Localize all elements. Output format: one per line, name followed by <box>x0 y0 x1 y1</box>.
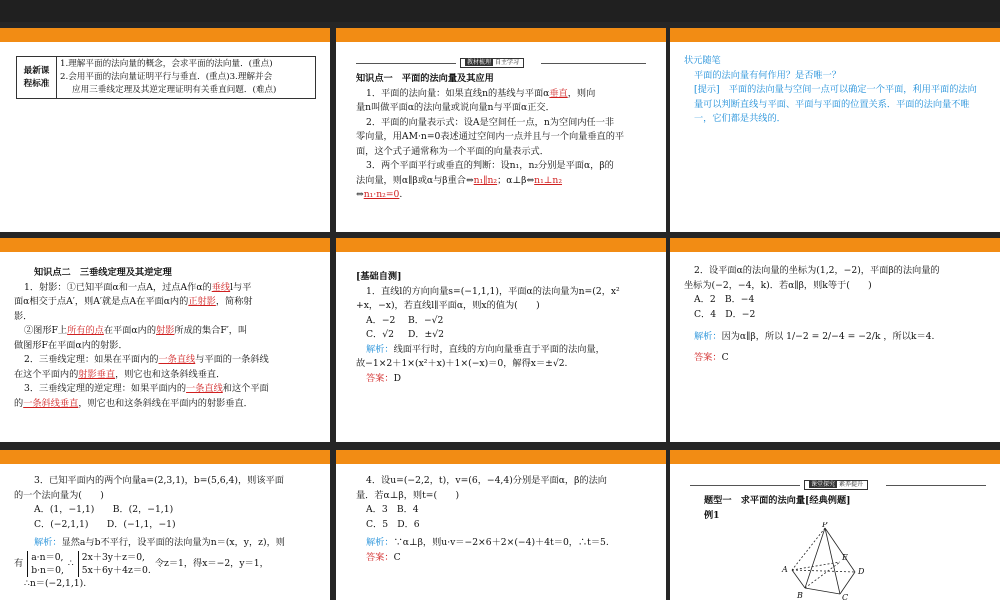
orange-band <box>670 28 1000 42</box>
standard-line-2: 2.会用平面的法向量证明平行与垂直．(重点)3.理解并会 <box>60 72 273 82</box>
edge-PD <box>825 528 855 572</box>
notes-title: 状元随笔 <box>684 55 721 66</box>
standard-line-1: 1.理解平面的法向量的概念，会求平面的法向量．(重点) <box>60 59 273 69</box>
knowledge-point-1: 知识点一 平面的法向量及其应用 1．平面的法向量：如果直线n的基线与平面α垂直，则向 量n叫做平面α的法向量或说向量n与平面α正交． 2．平面的向量表示式：设A是空间任一点，n为空间内任一非 零向量，用AM·n=0表述通过空间内一点并且与一个向量垂直的平 面，这个式子通常称为一个平面的向量表示式． 3．两个平面平行或垂直的判断：设n₁，n₂分别是平面α，β的 法向量，则α∥β或α与β重合⇔n₁∥n₂；α⊥β⇔n₁⊥n₂ ⇔n₁·n₂=0. <box>356 72 656 203</box>
orange-band <box>0 28 330 42</box>
answer-blank: n₁⊥n₂ <box>534 174 563 186</box>
question-4-block: 4．设u=(−2,2，t)，v=(6，−4,4)分别是平面α，β的法向 量．若α⊥β，则t=( ) A．3 B．4 C．5 D．6 解析：∵α⊥β，则u·v＝−2×6＋2×(−4)＋4t＝0，∴t＝5. 答案：C <box>356 474 656 565</box>
edge-AB <box>792 570 805 588</box>
point-label-A: A <box>782 565 788 574</box>
answer-blank: n₁∥n₂ <box>473 174 498 186</box>
slide-5[interactable] <box>336 238 666 442</box>
course-standard-content <box>57 57 316 99</box>
edge-PC <box>825 528 840 594</box>
edge-AD <box>792 570 855 572</box>
standard-line-3: 应用三垂线定理及其逆定理证明有关垂直问题．(难点) <box>72 85 277 95</box>
solution-label: 解析： <box>366 537 394 548</box>
question-2-block: 2．设平面α的法向量的坐标为(1,2，−2)，平面β的法向量的 坐标为(−2，−4，k)．若α∥β，则k等于( ) A．2 B．−4 C．4 D．−2 解析：因为α∥β，所以 1/−2 = 2/−4 = −2/k ，所以k＝4. 答案：C <box>684 264 989 365</box>
answer-blank: n₁·n₂=0 <box>363 189 400 200</box>
answer-blank: 射影垂直 <box>78 368 116 380</box>
example-label: 例1 <box>704 509 720 521</box>
section-badge: 课堂探究 素养提升 <box>804 480 868 490</box>
top-bar <box>0 0 1000 22</box>
question-2: 2．设平面α的法向量的坐标为(1,2，−2)，平面β的法向量的 <box>694 265 940 276</box>
answer-blank: 一条直线 <box>186 383 223 394</box>
answer-label: 答案： <box>366 372 394 384</box>
self-test-heading: [基础自测] <box>356 271 402 282</box>
answer-label: 答案： <box>366 551 394 563</box>
point-label-P: P <box>822 522 828 529</box>
point-label-B: B <box>797 591 803 600</box>
solution-label: 解析： <box>366 343 394 355</box>
answer-blank: 射影 <box>156 325 175 336</box>
slide-7[interactable] <box>0 450 330 600</box>
solution-label: 解析： <box>694 331 722 342</box>
knowledge-point-2: 知识点二 三垂线定理及其逆定理 1．射影：①已知平面α和一点A，过点A作α的垂线l与平 面α相交于点A′，则A′就是点A在平面α内的正射影，简称射 影． ②图形F上所有的点在平面α内的射影所成的集合F′，叫 做图形F在平面α内的射影． 2．三垂线定理：如果在平面内的一条直线与平面的一条斜线 在这个平面内的射影垂直，则它也和这条斜线垂直． 3．三垂线定理的逆定理：如果平面内的一条直线和这个平面 的一条斜线垂直，则它也和这条斜线在平面内的射影垂直． <box>14 266 319 411</box>
segment-BE <box>805 562 840 588</box>
answer-blank: 一条斜线垂直 <box>23 397 79 409</box>
answer-blank: 所有的点 <box>67 325 104 336</box>
question-1: 1．直线l的方向向量s=(−1,1,1)，平面α的法向量为n=(2，x² <box>366 285 620 297</box>
orange-band <box>0 238 330 252</box>
orange-band <box>336 28 666 42</box>
kp2-title: 知识点二 三垂线定理及其逆定理 <box>34 267 172 278</box>
orange-band <box>670 238 1000 252</box>
scholar-notes <box>684 54 984 127</box>
divider <box>541 63 646 64</box>
question-3: 3．已知平面内的两个向量a=(2,3,1)，b=(5,6,4)，则该平面 <box>34 475 284 486</box>
point-label-E: E <box>842 553 848 562</box>
orange-band <box>336 450 666 464</box>
edge-BC <box>805 588 840 594</box>
answer-blank: 垂直 <box>549 87 568 99</box>
basic-self-test: [基础自测] 1．直线l的方向向量s=(−1,1,1)，平面α的法向量为n=(2，x² +x，−x)，若直线l∥平面α，则x的值为( ) A．−2 B．−√2 C．√2 D．±√2 解析：线面平行时，直线的方向向量垂直于平面的法向量， 故−1×2＋1×(x²＋x)＋1×(−x)＝0，解得x＝±√2. 答案：D <box>356 270 656 386</box>
slide-9[interactable] <box>670 450 1000 600</box>
answer-blank: 垂线 <box>211 281 231 293</box>
course-standard-table <box>16 56 316 99</box>
course-standard-label: 最新课程标准 <box>17 57 57 99</box>
edge-PA <box>792 528 825 570</box>
point-label-D: D <box>858 567 865 576</box>
type-1-title: 题型一 求平面的法向量[经典例题] 例1 <box>704 494 984 523</box>
section-badge: 教材梳理 自主学习 <box>460 58 524 68</box>
answer-label: 答案： <box>694 351 722 363</box>
divider <box>690 485 800 486</box>
edge-CD <box>840 572 855 594</box>
pyramid-diagram <box>780 522 890 600</box>
slide-4[interactable] <box>0 238 330 442</box>
question-4: 4．设u=(−2,2，t)，v=(6，−4,4)分别是平面α，β的法向 <box>366 475 607 486</box>
answer-blank: 正射影 <box>188 296 216 307</box>
solution-label: 解析： <box>34 537 62 548</box>
orange-band <box>0 450 330 464</box>
notes-question: 平面的法向量有何作用？是否唯一？ <box>694 69 841 81</box>
edge-PB <box>805 528 825 588</box>
orange-band <box>336 238 666 252</box>
divider <box>886 485 986 486</box>
slide-2[interactable] <box>336 28 666 232</box>
slide-6[interactable] <box>670 238 1000 442</box>
slide-1[interactable] <box>0 28 330 232</box>
point-label-C: C <box>842 593 849 600</box>
notes-tip: [提示] 平面的法向量与空间一点可以确定一个平面，利用平面的法向量可以判断直线与平面、平面与平面的位置关系．平面的法向量不唯一，它们都是共线的． <box>694 84 977 124</box>
slide-8[interactable] <box>336 450 666 600</box>
question-3-block: 3．已知平面内的两个向量a=(2,3,1)，b=(5,6,4)，则该平面 的一个法向量为( ) A．(1，−1,1) B．(2，−1,1) C．(−2,1,1) D．(−1,1，−1) 解析：显然a与b不平行，设平面的法向量为n＝(x，y，z)，则 有 a·n＝0, b·n＝0, ∴ 2x＋3y＋z＝0, 5x＋6y＋4z＝0. 令z＝1，得x＝−2，y＝1， ∴n＝(−2,1,1). <box>14 474 319 591</box>
divider <box>356 63 456 64</box>
answer-blank: 一条直线 <box>158 354 196 365</box>
kp1-title: 知识点一 平面的法向量及其应用 <box>356 73 494 84</box>
segment-AE <box>792 562 840 570</box>
slide-3[interactable] <box>670 28 1000 232</box>
orange-band <box>670 450 1000 464</box>
